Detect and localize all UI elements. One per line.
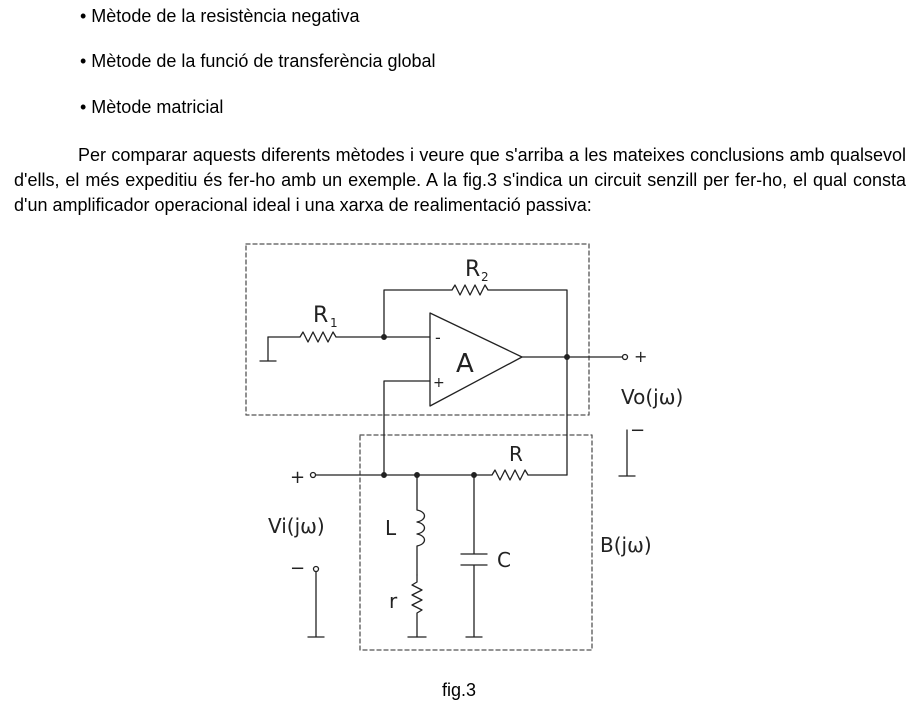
r-resistor [316,470,567,480]
label-vo-minus: − [630,420,646,441]
bullet-funcio-transferencia: • Mètode de la funció de transferència global [80,51,436,71]
label-input-plus: + [290,467,306,488]
figure-caption: fig.3 [441,680,477,700]
capacitor-c [461,475,487,637]
bullet-metode-matricial: • Mètode matricial [80,97,224,117]
label-r2: R [465,257,481,282]
label-r1: R [313,303,329,328]
label-output-plus: + [634,347,648,366]
label-beta: B(jω) [600,533,652,557]
label-minus-input: - [435,328,441,347]
label-l: L [385,516,397,540]
label-r2-sub: 2 [481,270,489,284]
bullet-resistencia-negativa: • Mètode de la resistència negativa [80,6,360,26]
label-r-small: r [389,589,398,613]
label-r: R [509,442,523,466]
input-terminal [311,473,316,478]
label-plus-input: + [433,375,445,391]
node-input-a [382,473,387,478]
vi-minus-terminal [314,567,319,572]
inductor-l [417,475,425,575]
vi-minus-terminal-line [308,571,324,637]
feedback-network-box [360,435,592,650]
opamp-triangle [430,313,522,406]
label-opamp: A [456,349,474,379]
paragraph-text: Per comparar aquests diferents mètodes i veure que s'arriba a les mateixes conclusions amb qualsevol d'ells, el més expeditiu és fer-ho amb un exemple. A la fig.3 s'indica un circuit senzill per fer-ho, el qual consta d'un amplificador operacional ideal i una xarxa de realimentació passiva: [14,145,906,215]
wire-noninverting-input [384,381,430,475]
label-c: C [497,548,511,572]
r1-resistor [268,332,384,342]
label-vi: Vi(jω) [268,514,325,538]
label-vi-minus: − [290,558,306,579]
resistor-r-small [412,575,422,637]
ground-symbol [260,337,276,361]
output-terminal [623,355,628,360]
wire-r2-feedback [384,285,567,357]
label-r1-sub: 1 [330,316,338,330]
amplifier-box [246,244,589,415]
label-vo: Vo(jω) [621,385,684,409]
